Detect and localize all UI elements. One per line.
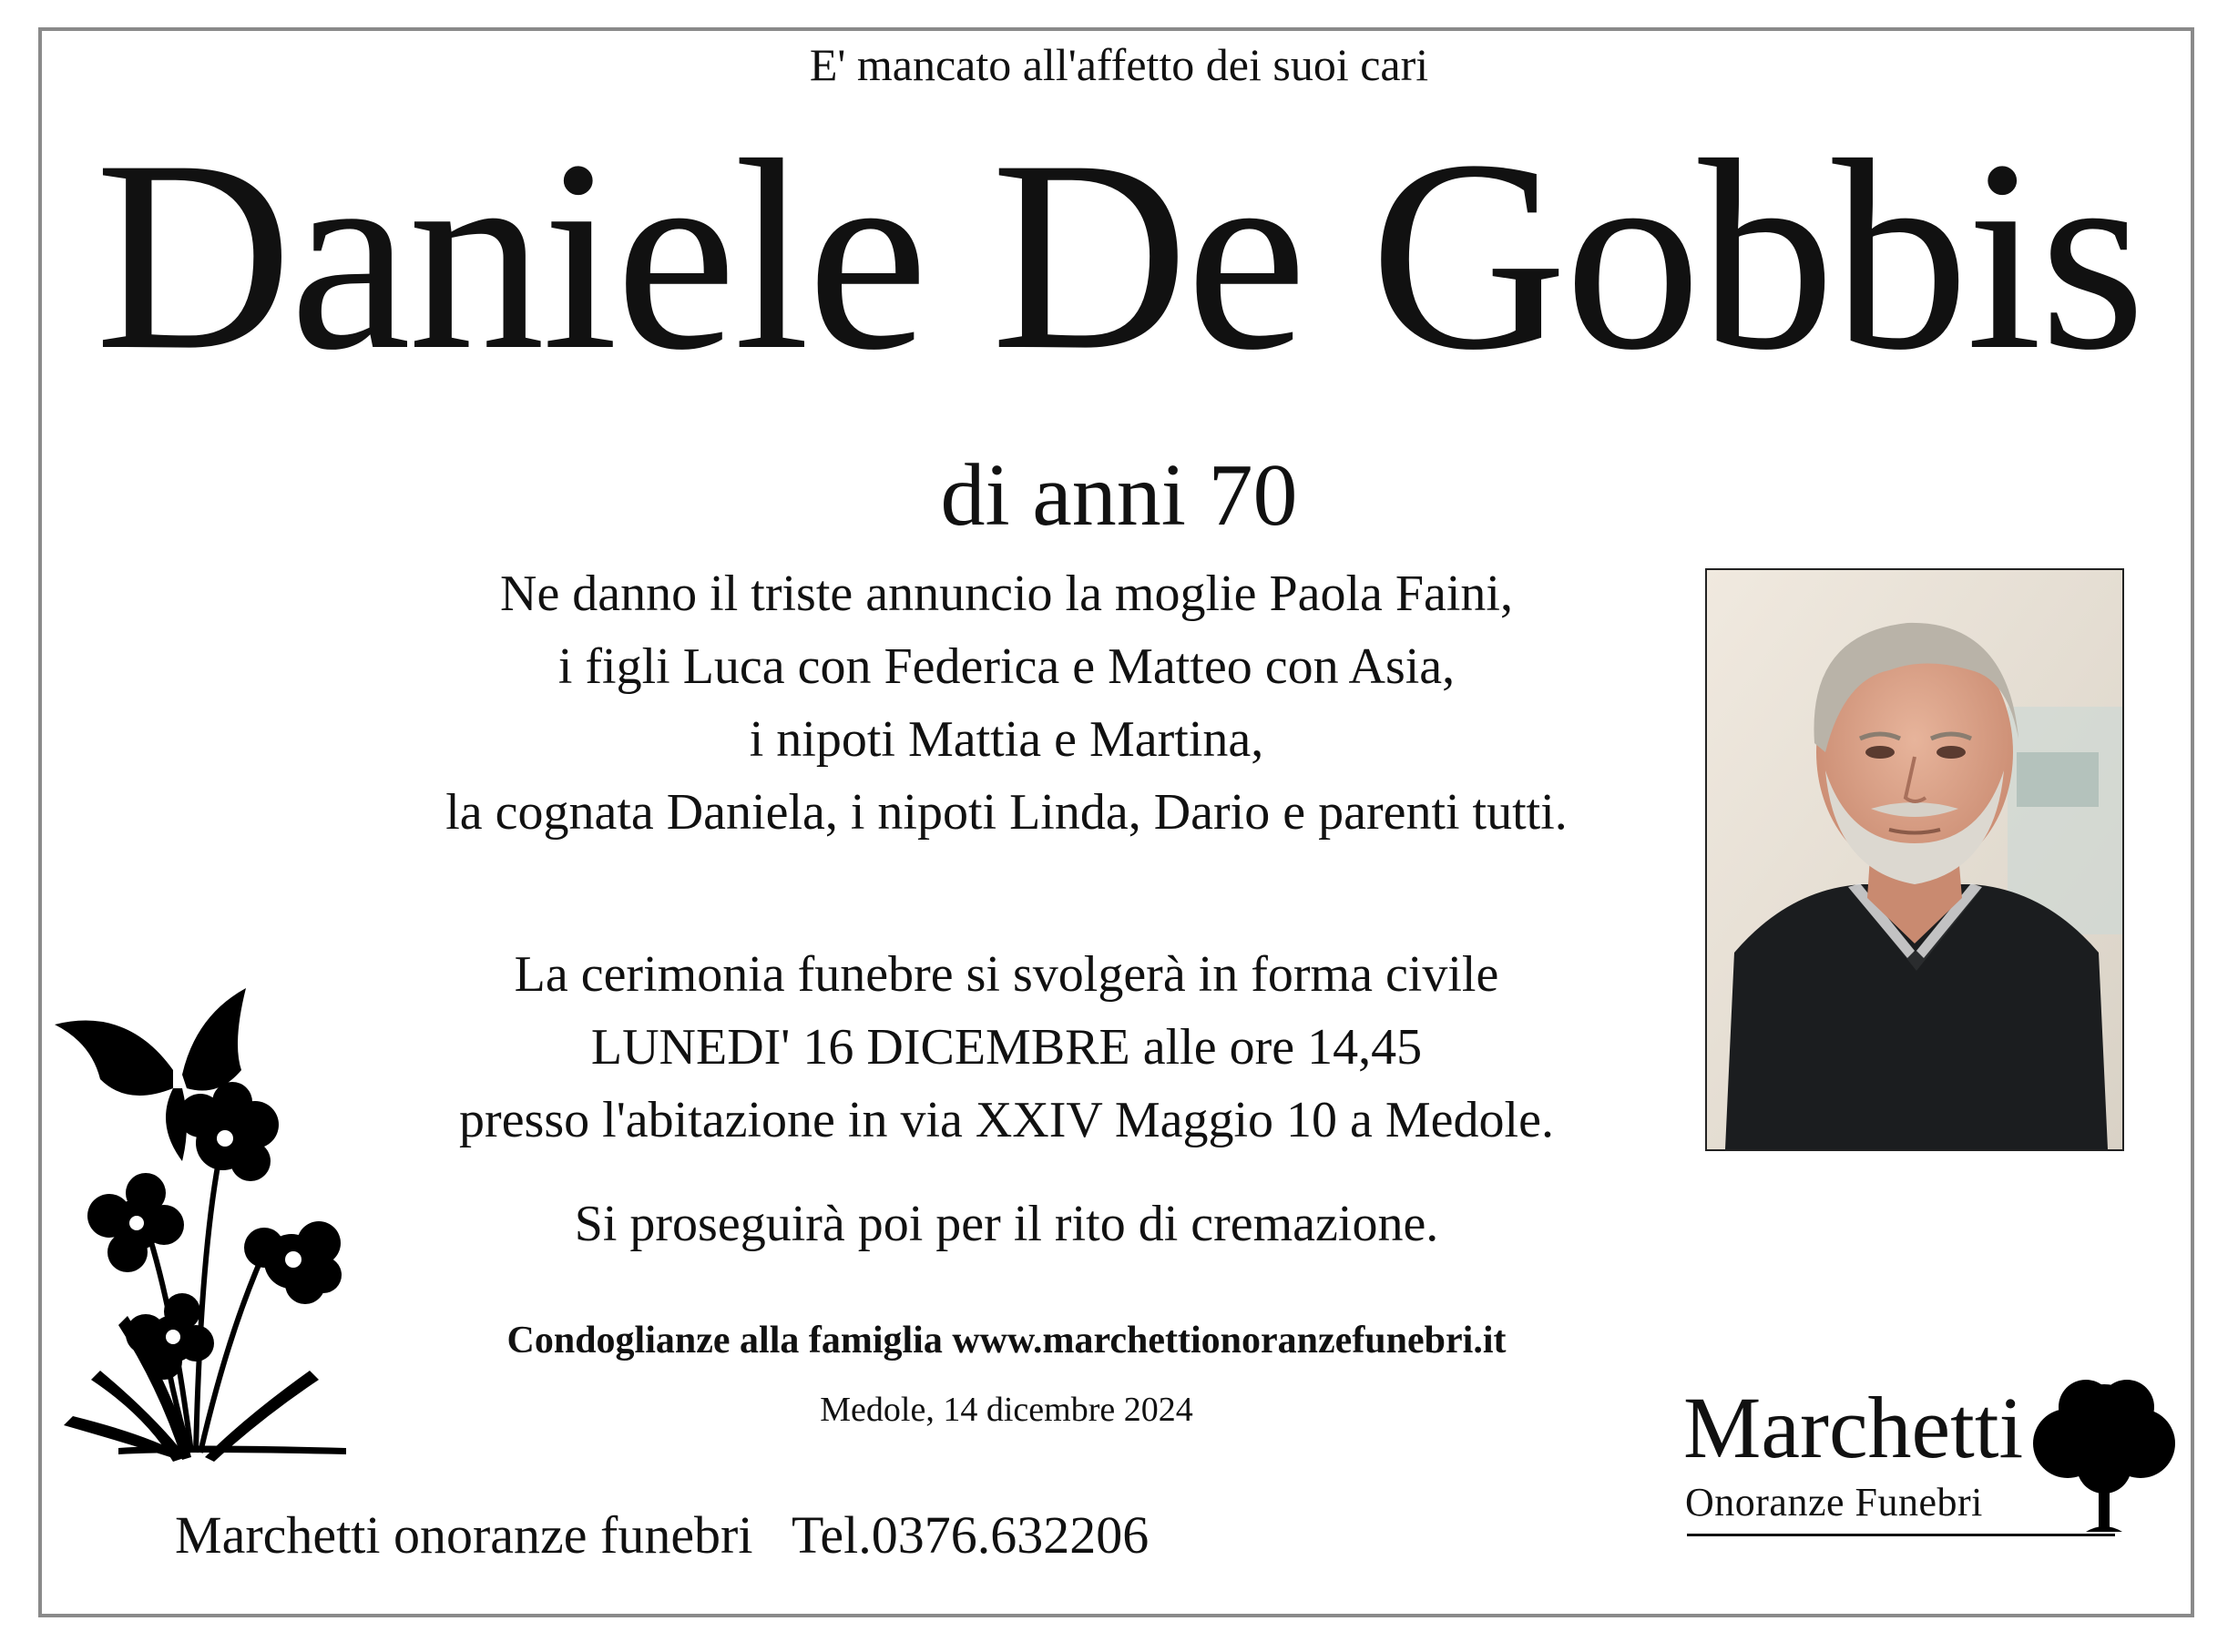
cremation-line: Si proseguirà poi per il rito di cremazione. [574,1196,1439,1252]
announcement-line: i figli Luca con Federica e Matteo con Asia, [557,638,1456,695]
ceremony-line: presso l'abitazione in via XXIV Maggio 10 a Medole. [459,1092,1554,1148]
dateline: Medole, 14 dicembre 2024 [820,1391,1193,1429]
logo-name: Marchetti [1683,1379,2024,1476]
butterfly-flowers-silhouette-icon [36,988,364,1489]
age-line: di anni 70 [940,446,1298,545]
intro-line: E' mancato all'affetto dei suoi cari [809,39,1429,90]
agency-name: Marchetti onoranze funebri [175,1505,753,1565]
ceremony-block [346,938,1667,1157]
portrait-photo [1705,568,2124,1151]
agency-footer [175,1504,1149,1565]
ceremony-line: LUNEDI' 16 DICEMBRE alle ore 14,45 [590,1019,1423,1076]
agency-phone: Tel.0376.632206 [791,1505,1150,1565]
announcement-line: la cognata Daniela, i nipoti Linda, Dario e parenti tutti. [445,784,1568,841]
condolences-line: Condoglianze alla famiglia www.marchettionoranzefunebri.it [506,1320,1507,1361]
announcement-line: Ne danno il triste annuncio la moglie Paola Faini, [500,566,1513,622]
tree-icon [2022,1375,2186,1539]
ceremony-line: La cerimonia funebre si svolgerà in forma civile [514,946,1499,1003]
announcement-block [346,557,1667,849]
logo-subtitle: Onoranze Funebri [1685,1480,1983,1525]
announcement-line: i nipoti Mattia e Martina, [749,711,1264,768]
deceased-name: Daniele De Gobbis [95,104,2143,406]
agency-logo [1683,1379,2184,1585]
